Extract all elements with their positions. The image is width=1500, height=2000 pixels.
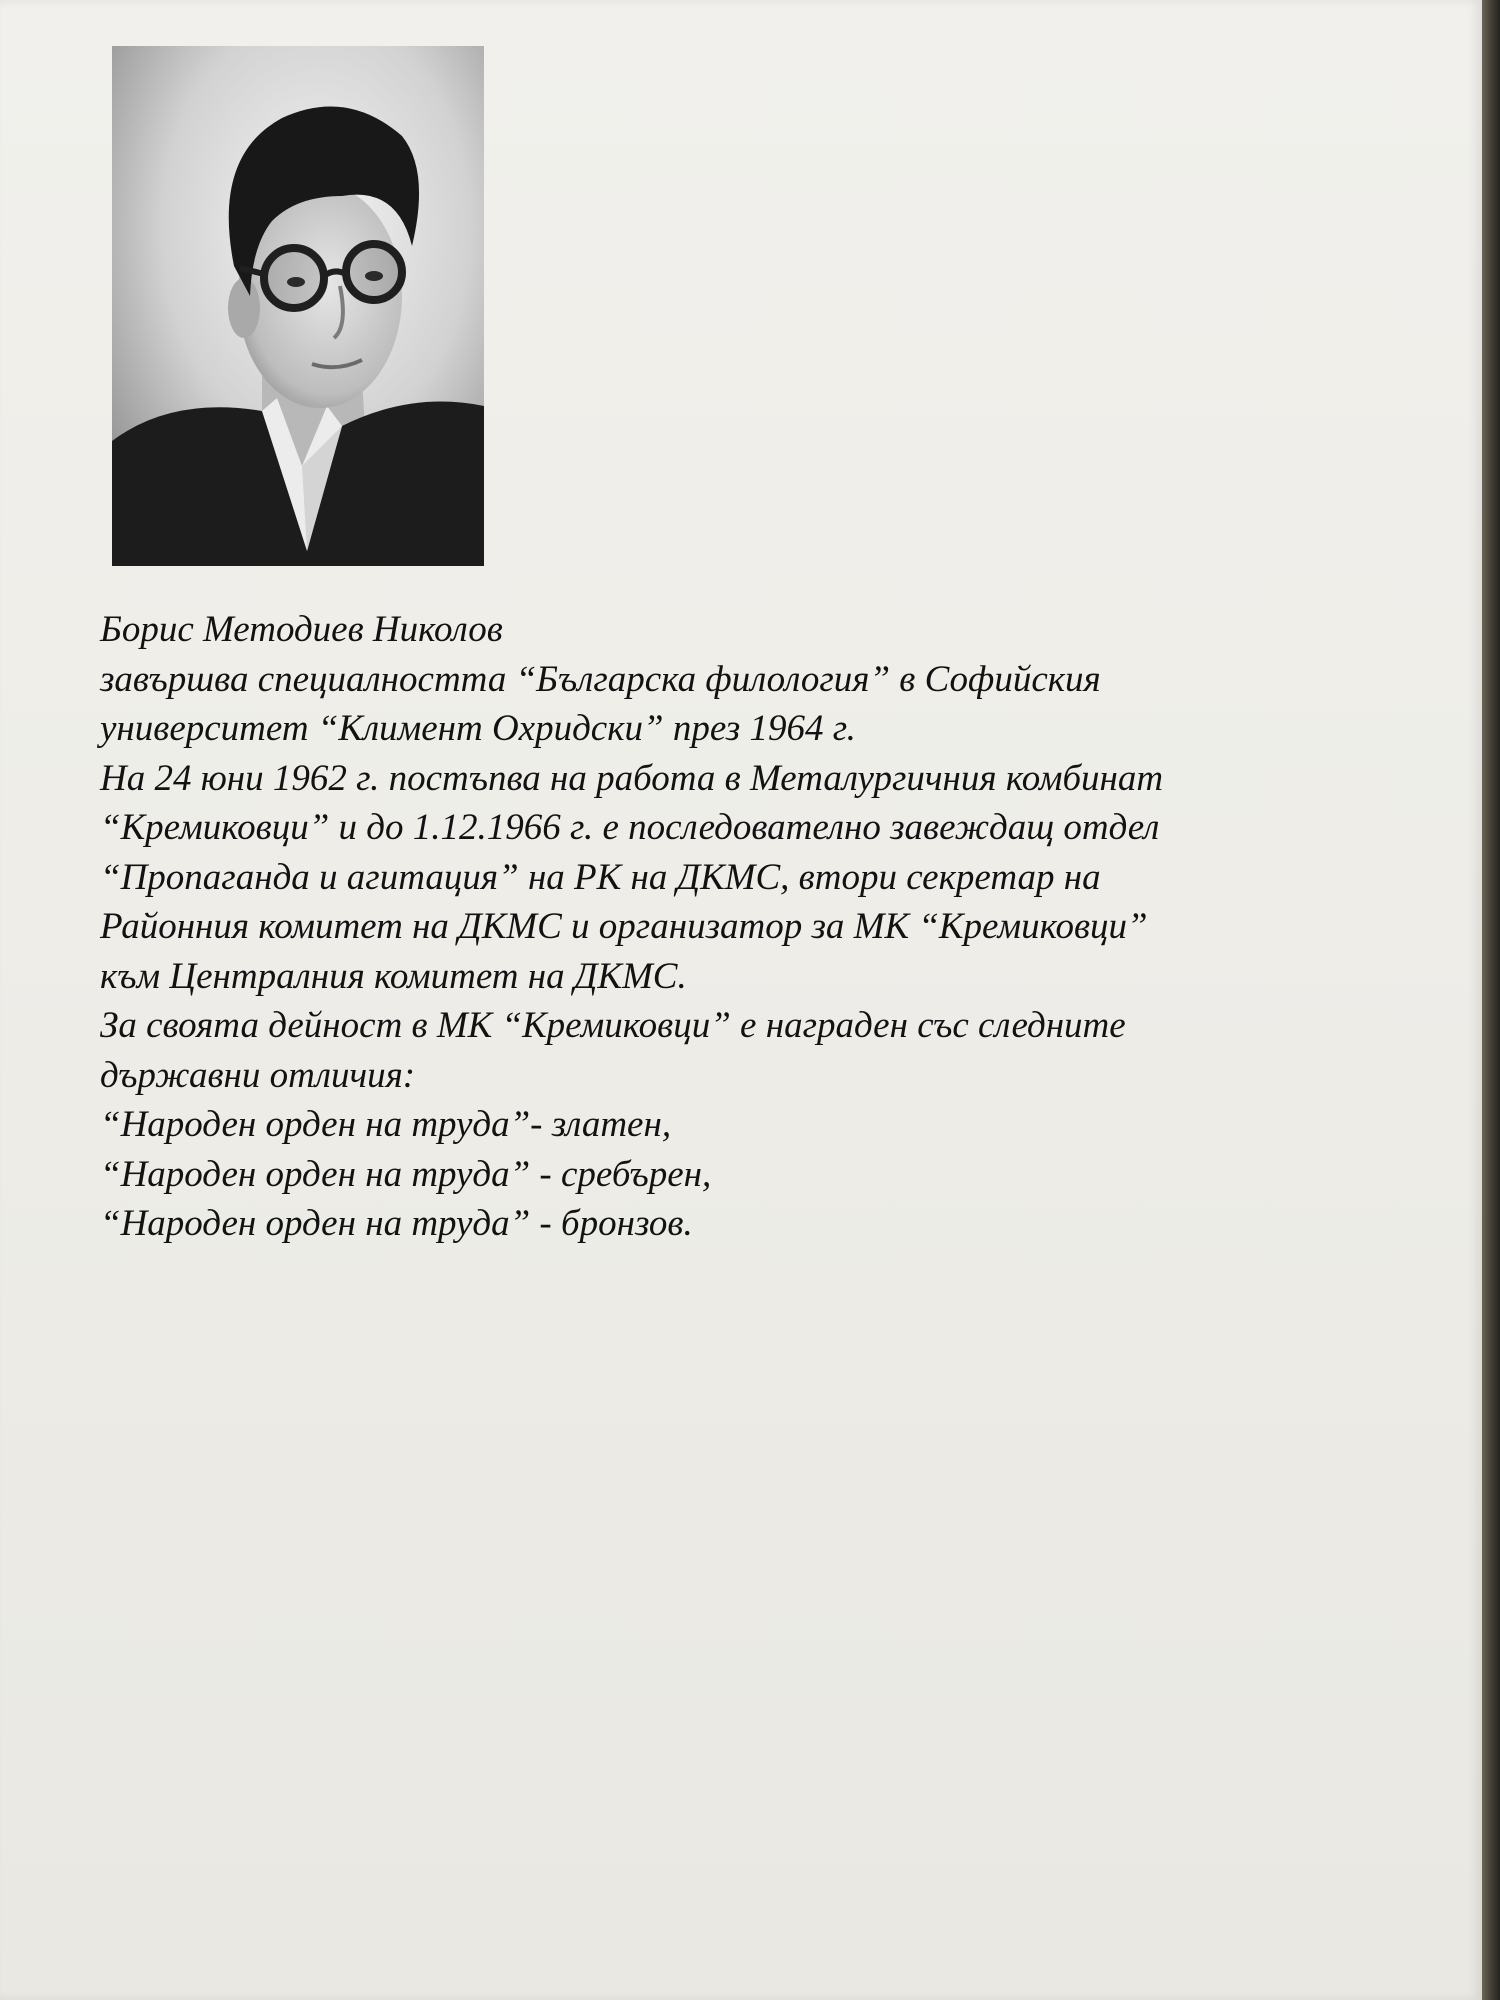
author-name: Борис Методиев Николов: [100, 609, 503, 650]
bio-line: Районния комитет на ДКМС и организатор за МК “Кремиковци”: [100, 906, 1148, 947]
bio-line: завършва специалността “Българска филология” в Софийския: [100, 658, 1101, 700]
author-biography: [100, 605, 1380, 1249]
award-line: “Народен орден на труда”- златен,: [100, 1104, 672, 1145]
author-portrait-photo: [112, 46, 484, 566]
bio-line: университет “Климент Охридски” през 1964 г.: [100, 708, 856, 749]
bio-line: “Пропаганда и агитация” на РК на ДКМС, втори секретар на: [100, 856, 1101, 898]
award-line: “Народен орден на труда” - сребърен,: [100, 1153, 712, 1195]
bio-line: държавни отличия:: [100, 1054, 416, 1096]
bio-line: към Централния комитет на ДКМС.: [100, 955, 687, 997]
bio-line: На 24 юни 1962 г. постъпва на работа в Металургичния комбинат: [100, 757, 1164, 799]
award-line: “Народен орден на труда” - бронзов.: [100, 1203, 693, 1244]
bio-line: “Кремиковци” и до 1.12.1966 г. е последователно завеждащ отдел: [100, 807, 1160, 848]
bio-line: За своята дейност в МК “Кремиковци” е награден със следните: [100, 1005, 1126, 1046]
book-edge: [1482, 0, 1500, 2000]
